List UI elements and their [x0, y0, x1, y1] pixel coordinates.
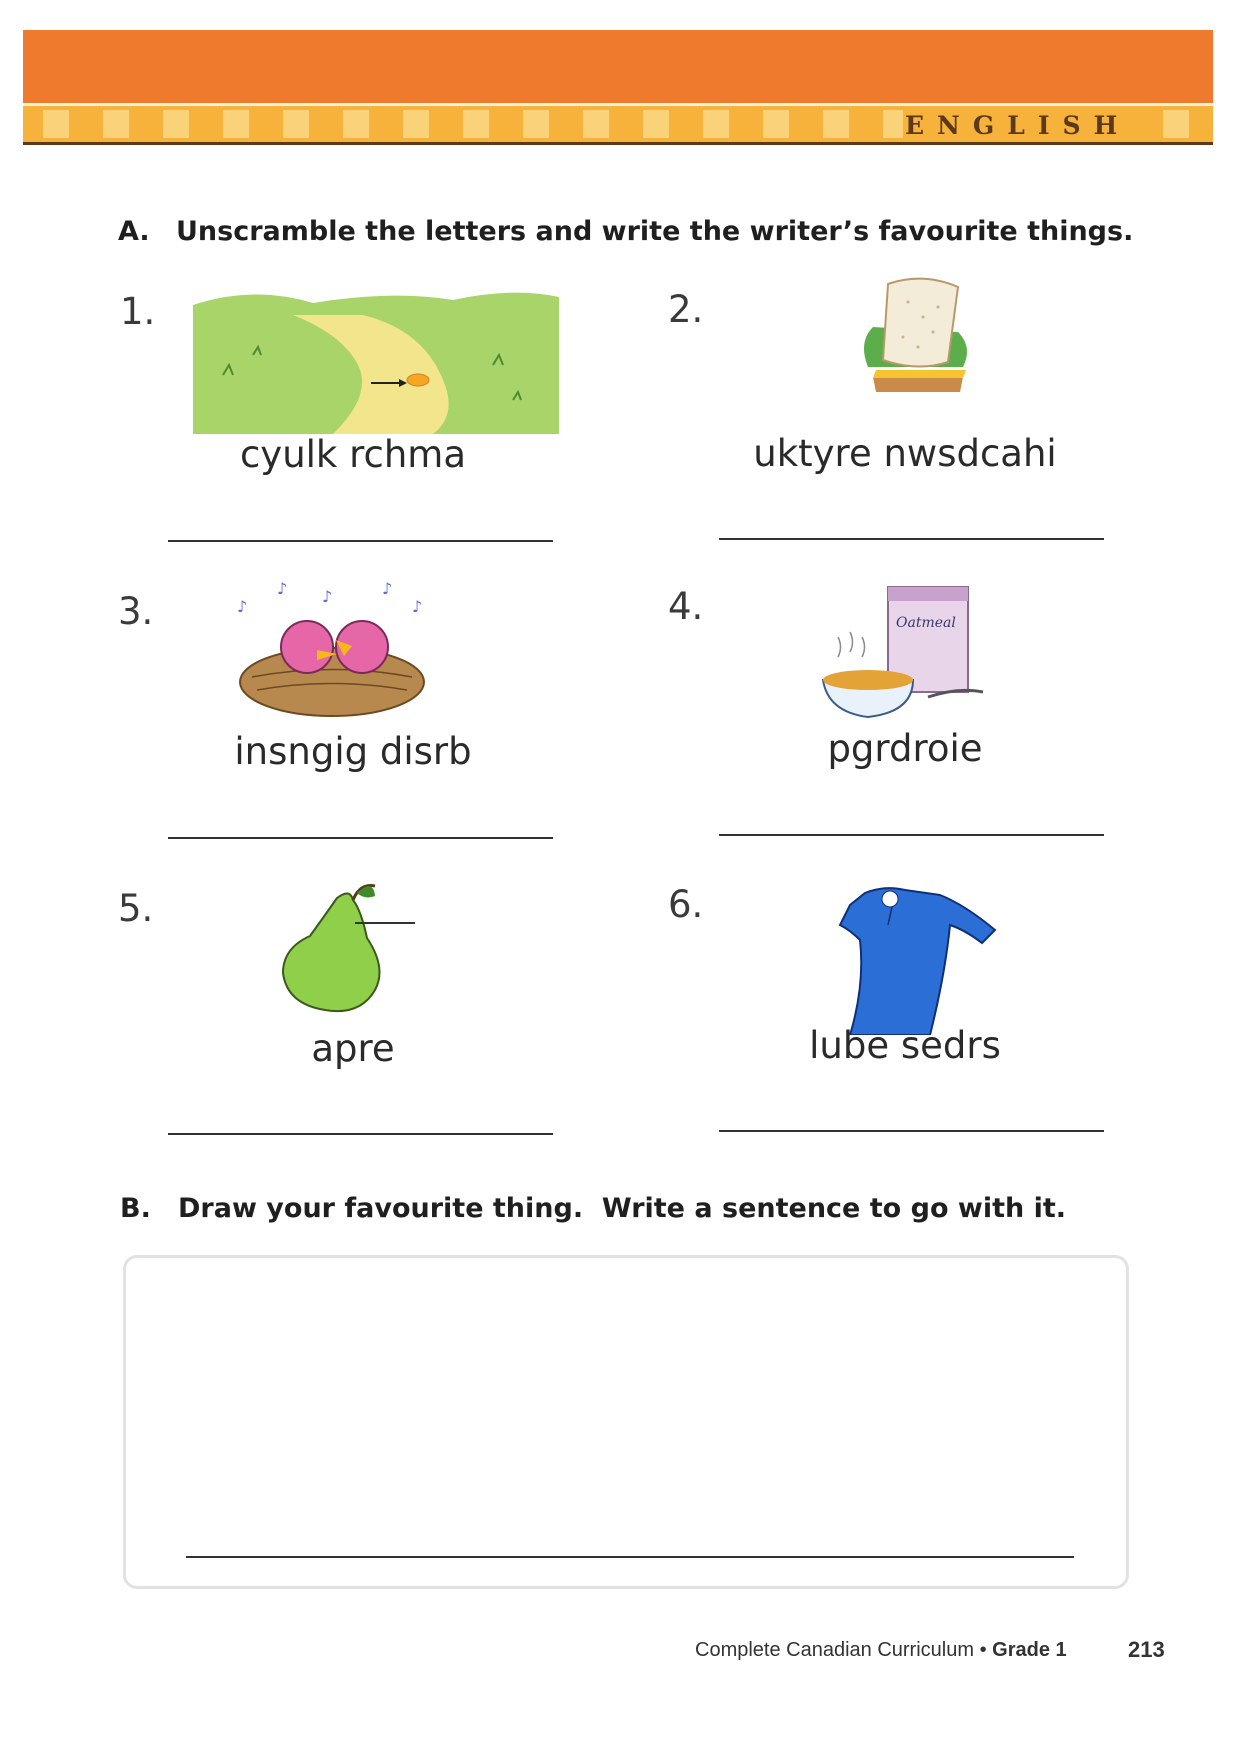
item-1-scrambled: cyulk rchma	[239, 433, 467, 476]
birds-in-nest-picture	[232, 582, 432, 722]
item-6-answer-line[interactable]	[719, 1130, 1104, 1132]
item-5-number: 5.	[118, 887, 154, 930]
item-6-scrambled: lube sedrs	[809, 1024, 1001, 1067]
footer-credit	[695, 1639, 1067, 1662]
svg-text:♪: ♪	[277, 582, 288, 598]
subject-title: ENGLISH	[905, 111, 1131, 140]
blue-dress-picture	[830, 885, 1010, 1035]
section-a-letter: A.	[118, 216, 150, 247]
oatmeal-box-label: Oatmeal	[896, 615, 956, 631]
path-with-coin-picture	[193, 285, 559, 434]
pear-picture	[275, 878, 415, 1018]
item-4-scrambled: pgrdroie	[827, 727, 983, 770]
svg-text:♪: ♪	[322, 587, 333, 606]
sentence-line[interactable]	[186, 1556, 1074, 1558]
grade-label: Grade 1	[992, 1639, 1067, 1661]
sandwich-picture	[848, 272, 988, 412]
page-number: 213	[1128, 1637, 1165, 1662]
section-a-heading	[118, 216, 1133, 247]
item-3-answer-line[interactable]	[168, 837, 553, 839]
item-2-answer-line[interactable]	[719, 538, 1104, 540]
drawing-box[interactable]	[123, 1255, 1129, 1589]
footer-separator: •	[979, 1639, 987, 1661]
item-5-scrambled: apre	[311, 1027, 395, 1070]
section-a-instruction: Unscramble the letters and write the writer’s favourite things.	[176, 216, 1134, 247]
item-1-number: 1.	[120, 290, 156, 333]
svg-text:♪: ♪	[382, 582, 393, 598]
oatmeal-bowl-picture	[818, 582, 993, 724]
item-5-answer-line[interactable]	[168, 1133, 553, 1135]
svg-text:♪: ♪	[237, 597, 248, 616]
item-3-number: 3.	[118, 590, 154, 633]
section-b-letter: B.	[120, 1193, 151, 1224]
section-b-heading	[120, 1193, 1066, 1224]
item-6-number: 6.	[668, 883, 704, 926]
item-3-scrambled: insngig disrb	[234, 730, 472, 773]
item-2-scrambled: uktyre nwsdcahi	[753, 432, 1057, 475]
svg-text:♪: ♪	[412, 597, 423, 616]
item-4-number: 4.	[668, 585, 704, 628]
item-4-answer-line[interactable]	[719, 834, 1104, 836]
item-1-answer-line[interactable]	[168, 540, 553, 542]
book-title: Complete Canadian Curriculum	[695, 1639, 975, 1661]
item-2-number: 2.	[668, 288, 704, 331]
section-b-instruction: Draw your favourite thing. Write a sentence to go with it.	[178, 1193, 1067, 1224]
